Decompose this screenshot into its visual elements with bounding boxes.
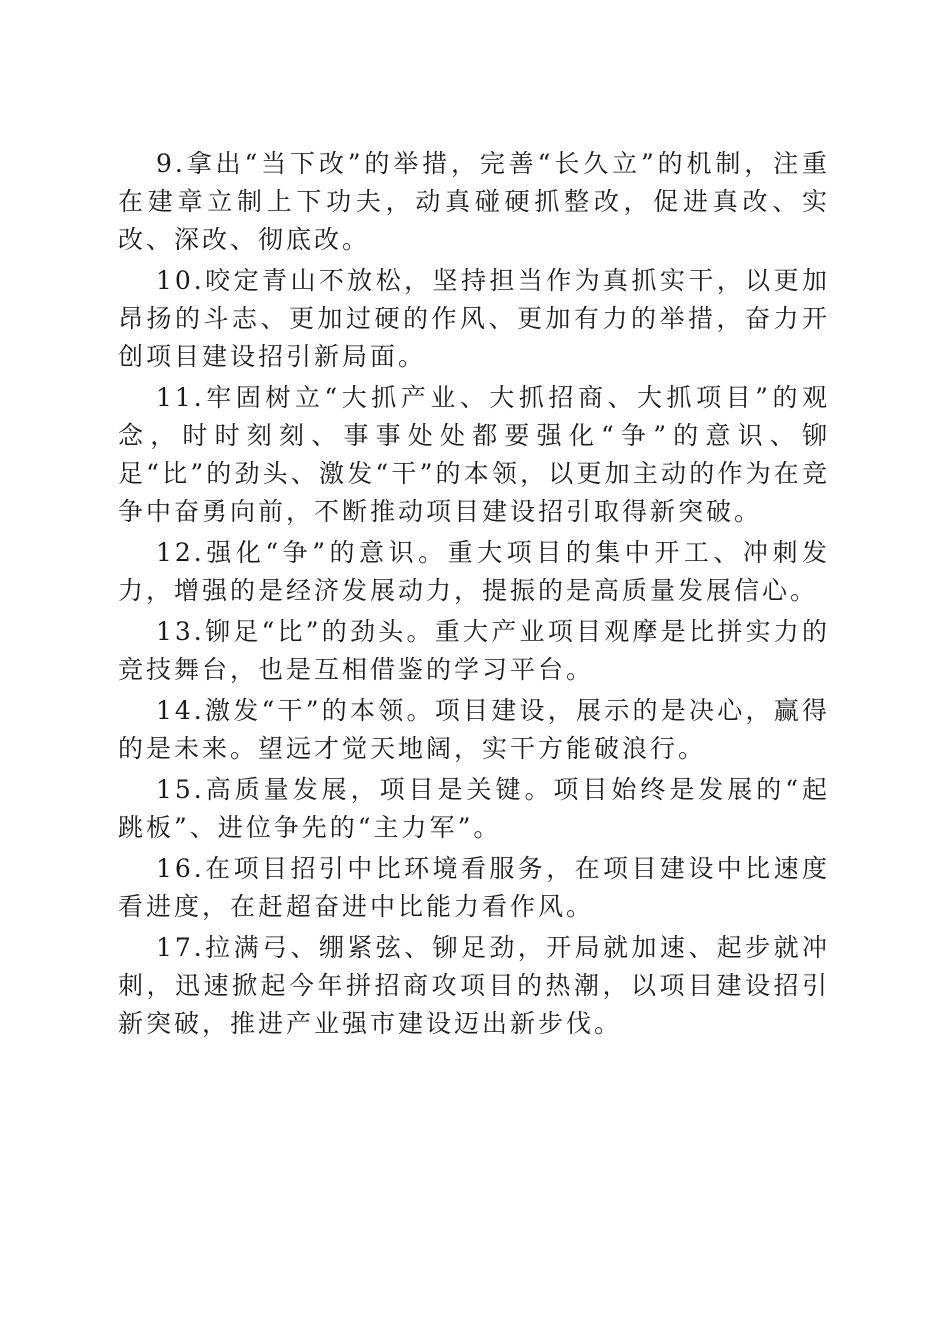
paragraph-16: 16.在项目招引中比环境看服务，在项目建设中比速度看进度，在赶超奋进中比能力看作风。 bbox=[118, 854, 830, 921]
paragraph-10: 10.咬定青山不放松，坚持担当作为真抓实干，以更加昂扬的斗志、更加过硬的作风、更加有力的举措，奋力开创项目建设招引新局面。 bbox=[118, 266, 830, 371]
paragraph-11: 11.牢固树立“大抓产业、大抓招商、大抓项目”的观念，时时刻刻、事事处处都要强化“争”的意识、铆足“比”的劲头、激发“干”的本领，以更加主动的作为在竞争中奋勇向前，不断推动项目建设招引取得新突破。 bbox=[118, 383, 830, 526]
paragraph-17: 17.拉满弓、绷紧弦、铆足劲，开局就加速、起步就冲刺，迅速掀起今年拼招商攻项目的热潮，以项目建设招引新突破，推进产业强市建设迈出新步伐。 bbox=[118, 933, 830, 1038]
paragraph-12: 12.强化“争”的意识。重大项目的集中开工、冲刺发力，增强的是经济发展动力，提振的是高质量发展信心。 bbox=[118, 538, 830, 605]
document-body bbox=[118, 145, 830, 1046]
paragraph-9: 9.拿出“当下改”的举措，完善“长久立”的机制，注重在建章立制上下功夫，动真碰硬抓整改，促进真改、实改、深改、彻底改。 bbox=[118, 149, 830, 254]
paragraph-15: 15.高质量发展，项目是关键。项目始终是发展的“起跳板”、进位争先的“主力军”。 bbox=[118, 775, 830, 842]
paragraph-13: 13.铆足“比”的劲头。重大产业项目观摩是比拼实力的竞技舞台，也是互相借鉴的学习平台。 bbox=[118, 617, 830, 684]
paragraph-14: 14.激发“干”的本领。项目建设，展示的是决心，赢得的是未来。望远才觉天地阔，实干方能破浪行。 bbox=[118, 696, 830, 763]
